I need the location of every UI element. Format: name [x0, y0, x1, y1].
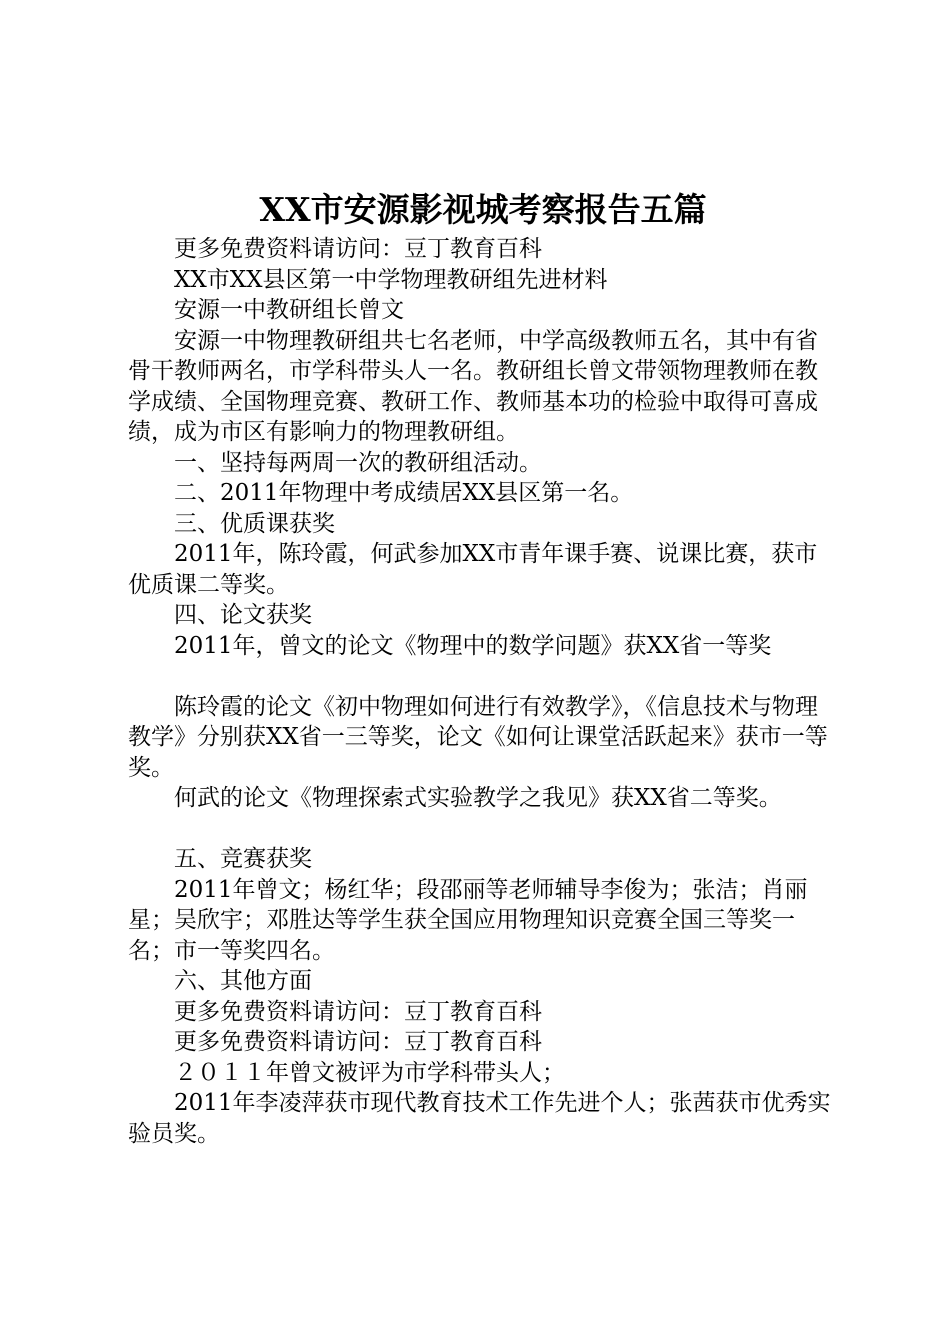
paragraph-promo-3: 更多免费资料请访问：豆丁教育百科 [174, 1029, 542, 1055]
paragraph-section-1: 一、坚持每两周一次的教研组活动。 [174, 449, 542, 476]
blank-line [128, 661, 838, 692]
paragraph-competition: 2011年曾文；杨红华；段邵丽等老师辅导李俊为；张洁；肖丽星；吴欣宇；邓胜达等学生获全国应用物理知识竞赛全国三等奖一名；市一等奖四名。 [128, 876, 808, 964]
paragraph-promo-2: 更多免费资料请访问：豆丁教育百科 [174, 998, 542, 1025]
paragraph-section-3: 三、优质课获奖 [174, 510, 335, 537]
paragraph-paper-award-2: 陈玲霞的论文《初中物理如何进行有效教学》，《信息技术与物理教学》分别获XX省一三等奖，论文《如何让课堂活跃起来》获市一等奖。 [128, 693, 828, 781]
paragraph-section-6: 六、其他方面 [174, 968, 312, 994]
paragraph-author: 安源一中教研组长曾文 [174, 297, 404, 323]
paragraph-section-5: 五、竞赛获奖 [174, 846, 312, 872]
paragraph-promo-1: 更多免费资料请访问：豆丁教育百科 [174, 236, 542, 262]
document-title: XX市安源影视城考察报告五篇 [259, 190, 707, 229]
paragraph-paper-award-1: 2011年，曾文的论文《物理中的数学问题》获XX省一等奖 [174, 632, 772, 659]
paragraph-intro: 安源一中物理教研组共七名老师，中学高级教师五名，其中有省骨干教师两名，市学科带头人一名。教研组长曾文带领物理教师在教学成绩、全国物理竞赛、教研工作、教师基本功的检验中取得可喜成绩，成为市区有影响力的物理教研组。 [128, 327, 818, 445]
paragraph-paper-award-3: 何武的论文《物理探索式实验教学之我见》获XX省二等奖。 [174, 785, 782, 811]
paragraph-subtitle: XX市XX县区第一中学物理教研组先进材料 [174, 266, 608, 293]
document-page [128, 190, 838, 1149]
paragraph-other-awards: 2011年李凌萍获市现代教育技术工作先进个人；张茜获市优秀实验员奖。 [128, 1090, 831, 1147]
blank-line [128, 814, 838, 845]
paragraph-quality-award: 2011年，陈玲霞，何武参加XX市青年课手赛、说课比赛，获市优质课二等奖。 [128, 541, 818, 598]
paragraph-leader-award: ２０１１年曾文被评为市学科带头人； [174, 1059, 565, 1086]
paragraph-section-2: 二、2011年物理中考成绩居XX县区第一名。 [174, 480, 634, 506]
paragraph-section-4: 四、论文获奖 [174, 602, 312, 628]
